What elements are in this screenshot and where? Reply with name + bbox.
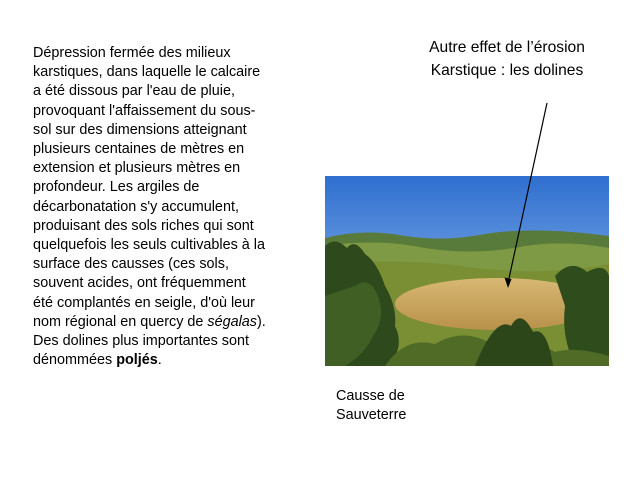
definition-italic-term: ségalas [207,313,258,330]
definition-bold-term: poljés [116,352,158,369]
definition-part-2: ). Des dolines plus importantes sont dénommées [33,313,266,369]
title-line-2: Karstique : les dolines [430,62,584,79]
doline-definition [33,44,268,370]
doline-photo [325,176,609,366]
photo-caption [336,387,446,425]
definition-part-1: Dépression fermée des milieux karstiques, dans laquelle le calcaire a été dissous par l'eau de pluie, provoquant l'affaissement du sous-sol sur des dimensions atteignant plusieurs centaines de mètres en extension et plusieurs mètres en profondeur. Les argiles de décarbonatation s'y accumulent, produisant des sols riches qui sont quelquefois les seuls cultivables à la surface des causses (ces sols, souvent acides, ont fréquemment été complantés en seigle, d'où leur nom régional en quercy de [33,45,265,330]
title-line-1: Autre effet de l’érosion [429,39,585,56]
doline-landscape-illustration [325,176,609,366]
caption-line-1: Causse de [336,388,405,404]
slide-title [400,36,614,82]
caption-line-2: Sauveterre [336,407,407,423]
definition-part-3: . [157,352,162,369]
